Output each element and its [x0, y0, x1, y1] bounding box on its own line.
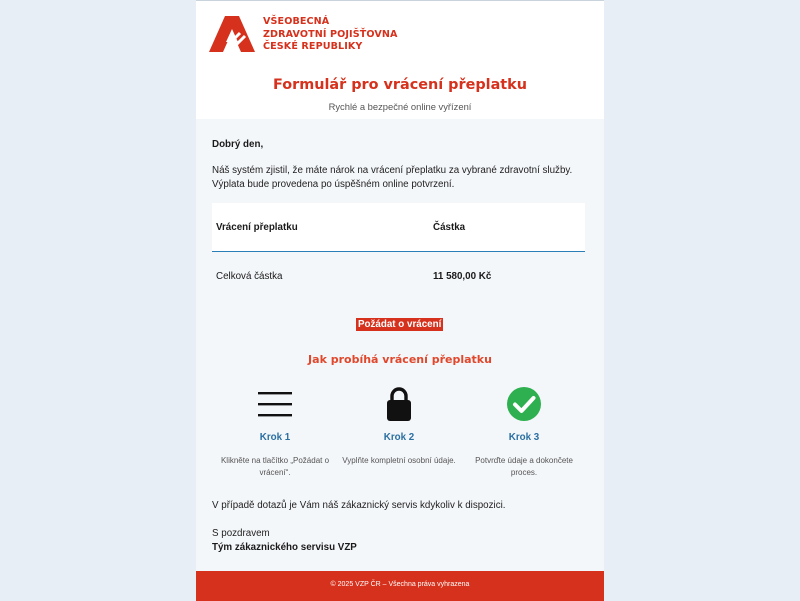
- table-cell: Celková částka: [216, 271, 283, 282]
- table-row: [212, 252, 585, 304]
- step-1: [215, 385, 335, 478]
- refund-table: [212, 203, 585, 303]
- logo-line-2: ZDRAVOTNÍ POJIŠŤOVNA: [263, 28, 398, 40]
- page-subtitle: Rychlé a bezpečné online vyřízení: [328, 101, 472, 112]
- intro-line-2: Výplata bude provedena po úspěšném online potvrzení.: [212, 179, 455, 190]
- step-label: Krok 3: [508, 432, 540, 443]
- email-body: [196, 119, 604, 571]
- request-refund-button[interactable]: Požádat o vrácení: [358, 319, 442, 330]
- team-signature: Tým zákaznického servisu VZP: [212, 542, 357, 553]
- email-container: [196, 0, 604, 601]
- lock-icon: [339, 385, 459, 423]
- table-header-cell: Vrácení přeplatku: [216, 222, 298, 233]
- step-3: [464, 385, 584, 478]
- page-title: Formulář pro vrácení přeplatku: [273, 77, 527, 93]
- regards-text: S pozdravem: [212, 528, 270, 539]
- check-circle-icon: [464, 385, 584, 423]
- vzp-logo[interactable]: [209, 15, 398, 55]
- vzp-logo-icon: [209, 15, 255, 55]
- step-description: Potvrďte údaje a dokončete proces.: [475, 456, 573, 477]
- step-description: Vyplňte kompletní osobní údaje.: [342, 456, 456, 465]
- email-footer: [196, 571, 604, 601]
- step-description: Klikněte na tlačítko „Požádat o vrácení“.: [220, 456, 330, 477]
- footer-copyright: © 2025 VZP ČR – Všechna práva vyhrazena: [330, 581, 470, 588]
- menu-icon: [215, 385, 335, 423]
- step-2: [339, 385, 459, 467]
- logo-line-3: ČESKÉ REPUBLIKY: [263, 41, 363, 53]
- contact-text: V případě dotazů je Vám náš zákaznický servis kdykoliv k dispozici.: [212, 500, 506, 511]
- greeting: Dobrý den,: [212, 139, 264, 150]
- logo-text: [263, 16, 398, 54]
- intro-line-1: Náš systém zjistil, že máte nárok na vrácení přeplatku za vybrané zdravotní služby.: [212, 165, 573, 176]
- logo-line-1: VŠEOBECNÁ: [263, 16, 330, 27]
- step-label: Krok 1: [259, 432, 291, 443]
- table-header: [212, 203, 585, 252]
- how-it-works-title: Jak probíhá vrácení přeplatku: [308, 353, 492, 366]
- table-cell-amount: 11 580,00 Kč: [433, 271, 492, 282]
- table-header-cell: Částka: [433, 222, 466, 233]
- intro-text: [212, 164, 597, 192]
- email-header: [196, 1, 604, 119]
- step-label: Krok 2: [383, 432, 415, 443]
